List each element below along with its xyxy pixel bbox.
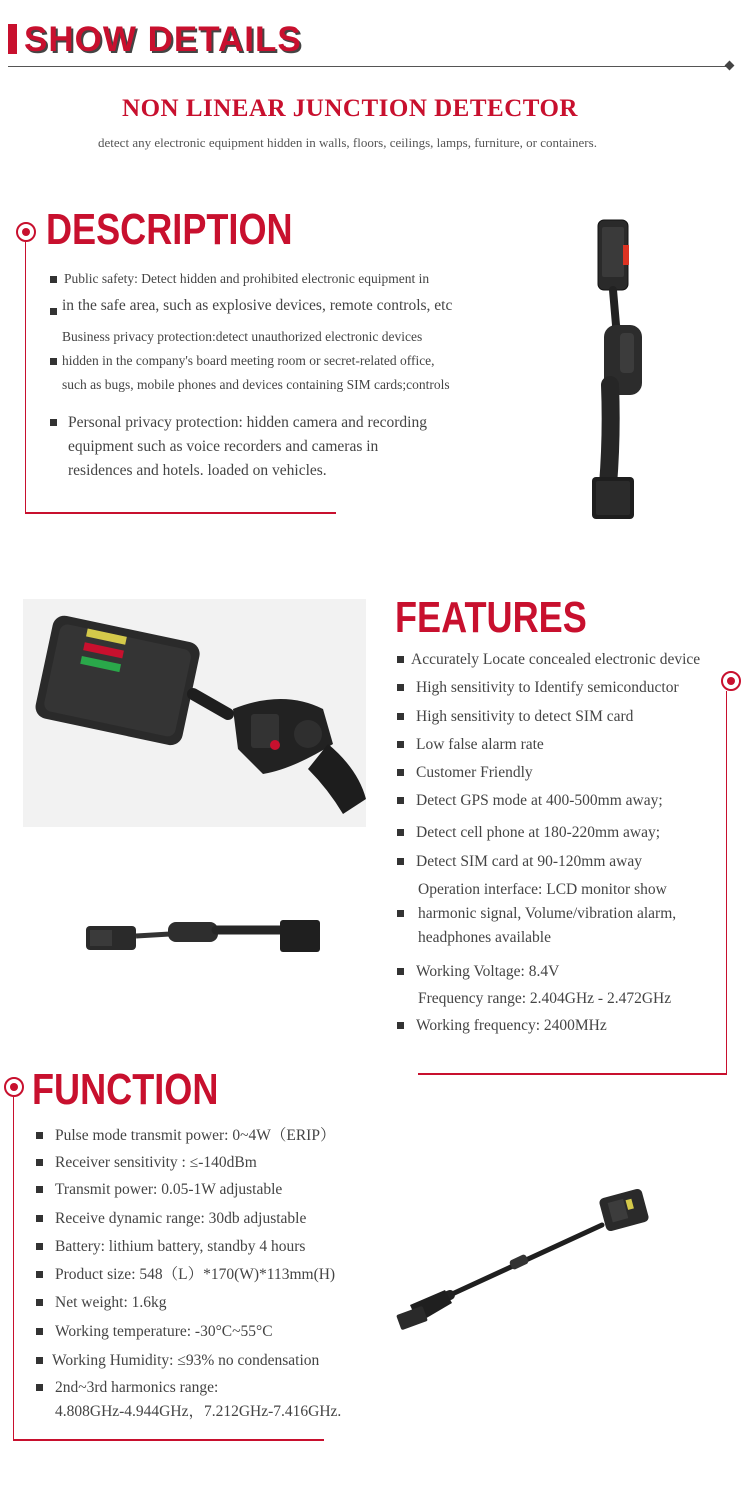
feature-item: Operation interface: LCD monitor show: [418, 881, 667, 898]
function-item: 2nd~3rd harmonics range:: [55, 1379, 219, 1396]
description-item: Business privacy protection:detect unauthorized electronic devices: [62, 329, 423, 344]
bullet-icon: [36, 1215, 43, 1222]
features-frame-vertical: [726, 691, 727, 1075]
feature-item: Low false alarm rate: [416, 736, 544, 753]
detector-closeup-drawing: [23, 599, 366, 827]
bullet-icon: [36, 1328, 43, 1335]
circle-marker-icon: [721, 671, 741, 691]
description-item: equipment such as voice recorders and cameras in: [68, 438, 379, 455]
diamond-icon: [725, 61, 735, 71]
detector-horizontal-image: [80, 912, 330, 957]
features-title: FEATURES: [395, 593, 587, 642]
bullet-icon: [36, 1159, 43, 1166]
bullet-icon: [36, 1299, 43, 1306]
feature-item: Working frequency: 2400MHz: [416, 1017, 607, 1034]
feature-item: Accurately Locate concealed electronic device: [411, 651, 701, 668]
header-title: SHOW DETAILS: [24, 20, 302, 59]
function-item: Working Humidity: ≤93% no condensation: [52, 1352, 320, 1369]
bullet-icon: [397, 713, 404, 720]
function-item: Working temperature: -30°C~55°C: [55, 1323, 273, 1340]
description-item: in the safe area, such as explosive devices, remote controls, etc: [62, 297, 453, 314]
description-item: hidden in the company's board meeting room or secret-related office,: [62, 353, 435, 368]
bullet-icon: [397, 858, 404, 865]
function-item: Pulse mode transmit power: 0~4W（ERIP）: [55, 1127, 336, 1144]
bullet-icon: [397, 741, 404, 748]
function-item: Product size: 548（L）*170(W)*113mm(H): [55, 1266, 336, 1283]
bullet-icon: [50, 358, 57, 365]
feature-item: Customer Friendly: [416, 764, 533, 781]
description-item: residences and hotels. loaded on vehicles.: [68, 462, 327, 479]
bullet-icon: [397, 797, 404, 804]
bullet-icon: [36, 1271, 43, 1278]
function-frame-vertical: [13, 1097, 14, 1441]
feature-item: Detect cell phone at 180-220mm away;: [416, 824, 661, 841]
function-item: Transmit power: 0.05-1W adjustable: [55, 1181, 283, 1198]
circle-marker-icon: [4, 1077, 24, 1097]
bullet-icon: [397, 829, 404, 836]
header-divider: [8, 66, 730, 67]
feature-item: High sensitivity to Identify semiconductor: [416, 679, 679, 696]
bullet-icon: [397, 656, 404, 663]
features-frame-horizontal: [418, 1073, 727, 1075]
description-item: such as bugs, mobile phones and devices containing SIM cards;controls: [62, 377, 450, 392]
description-frame-vertical: [25, 242, 26, 514]
function-item: Receive dynamic range: 30db adjustable: [55, 1210, 307, 1227]
function-frame-horizontal: [13, 1439, 324, 1441]
feature-item: Detect SIM card at 90-120mm away: [416, 853, 642, 870]
bullet-icon: [397, 769, 404, 776]
bullet-icon: [397, 1022, 404, 1029]
header-accent-bar: [8, 24, 17, 54]
bullet-icon: [397, 968, 404, 975]
bullet-icon: [36, 1243, 43, 1250]
detector-extended-image: [390, 1185, 660, 1335]
detector-vertical-image: [560, 215, 670, 525]
feature-item: Working Voltage: 8.4V: [416, 963, 560, 980]
feature-item: headphones available: [418, 929, 551, 946]
function-item: Receiver sensitivity : ≤-140dBm: [55, 1154, 257, 1171]
function-item: 4.808GHz-4.944GHz，7.212GHz-7.416GHz.: [55, 1403, 342, 1420]
circle-marker-icon: [16, 222, 36, 242]
function-title: FUNCTION: [32, 1065, 219, 1114]
function-item: Battery: lithium battery, standby 4 hours: [55, 1238, 306, 1255]
description-frame-horizontal: [25, 512, 336, 514]
product-subtitle: detect any electronic equipment hidden in walls, floors, ceilings, lamps, furniture, or containers.: [98, 135, 597, 150]
bullet-icon: [36, 1132, 43, 1139]
feature-item: Frequency range: 2.404GHz - 2.472GHz: [418, 990, 672, 1007]
bullet-icon: [50, 419, 57, 426]
bullet-icon: [50, 308, 57, 315]
feature-item: harmonic signal, Volume/vibration alarm,: [418, 905, 677, 922]
description-item: Personal privacy protection: hidden camera and recording: [68, 414, 427, 431]
function-item: Net weight: 1.6kg: [55, 1294, 167, 1311]
bullet-icon: [397, 684, 404, 691]
bullet-icon: [397, 910, 404, 917]
bullet-icon: [50, 276, 57, 283]
bullet-icon: [36, 1357, 43, 1364]
feature-item: Detect GPS mode at 400-500mm away;: [416, 792, 663, 809]
description-item: Public safety: Detect hidden and prohibited electronic equipment in: [64, 271, 430, 286]
product-title: NON LINEAR JUNCTION DETECTOR: [122, 95, 578, 122]
bullet-icon: [36, 1384, 43, 1391]
feature-item: High sensitivity to detect SIM card: [416, 708, 634, 725]
description-title: DESCRIPTION: [46, 205, 293, 254]
bullet-icon: [36, 1186, 43, 1193]
